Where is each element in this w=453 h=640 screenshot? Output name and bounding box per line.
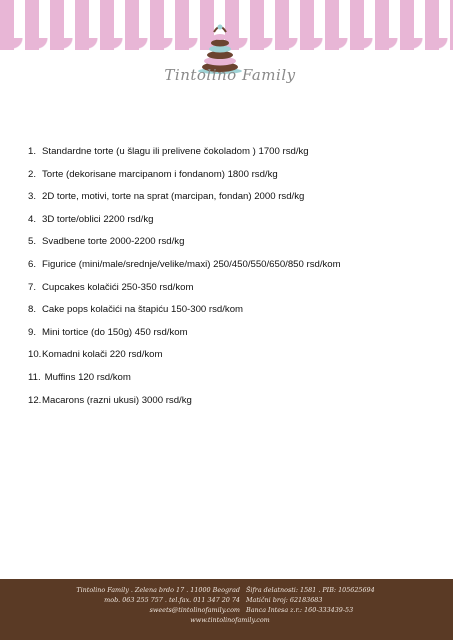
item-text: Cupcakes kolačići 250-350 rsd/kom [42,281,194,293]
list-item [28,302,438,325]
item-number: 9. [28,326,37,338]
brand-name: Tintolino Family [164,66,296,84]
item-text: Svadbene torte 2000-2200 rsd/kg [42,236,185,248]
list-item [28,257,438,280]
footer-email[interactable]: sweets@tintolinofamily.com [149,606,240,614]
footer-address: Tintolino Family . Zelena brdo 17 . 11000 Beograd [76,586,240,594]
item-number: 3. [28,191,37,203]
item-number: 4. [28,213,37,225]
list-item [28,325,438,348]
footer-website[interactable]: www.tintolinofamily.com [190,616,270,624]
footer-band [0,579,453,640]
footer-contact-column [52,585,240,615]
item-number: 5. [28,236,37,248]
footer-phone: mob. 063 255 757 . tel.fax. 011 347 20 74 [104,596,240,604]
item-text: Torte (dekorisane marcipanom i fondanom) 1800 rsd/kg [42,168,278,180]
item-text: Komadni kolači 220 rsd/kom [42,349,163,361]
list-item [28,393,438,416]
item-text: Mini tortice (do 150g) 450 rsd/kom [42,326,188,338]
item-number: 12. [28,394,42,406]
item-number: 1. [28,146,37,157]
list-item [28,347,438,370]
item-text: Figurice (mini/male/srednje/velike/maxi) 250/450/550/650/850 rsd/kom [42,258,341,270]
footer-bank-account: Banca Intesa z.r.: 160-333439-53 [246,606,354,614]
item-text: 2D torte, motivi, torte na sprat (marcipan, fondan) 2000 rsd/kg [42,191,305,203]
list-item [28,234,438,257]
footer-registry-number: Matični broj: 62183683 [246,596,323,604]
item-text: 3D torte/oblici 2200 rsd/kg [42,213,154,225]
footer-activity-code: Šifra delatnosti: 1581 . PIB: 105625694 [246,586,375,594]
item-number: 11. [28,371,41,383]
price-list [28,144,438,415]
item-text: Muffins 120 rsd/kom [42,371,131,383]
list-item [28,167,438,190]
list-item [28,144,438,167]
footer-company-column [246,585,446,615]
item-number: 7. [28,281,37,293]
list-item [28,280,438,303]
item-number: 10. [28,349,42,361]
item-number: 2. [28,168,37,180]
item-text: Macarons (razni ukusi) 3000 rsd/kg [42,394,192,406]
item-text: Standardne torte (u šlagu ili prelivene čokoladom ) 1700 rsd/kg [42,146,309,157]
list-item [28,189,438,212]
item-text: Cake pops kolačići na štapiću 150-300 rsd/kom [42,304,244,316]
list-item [28,212,438,235]
item-number: 8. [28,304,37,316]
list-item [28,370,438,393]
item-number: 6. [28,258,37,270]
